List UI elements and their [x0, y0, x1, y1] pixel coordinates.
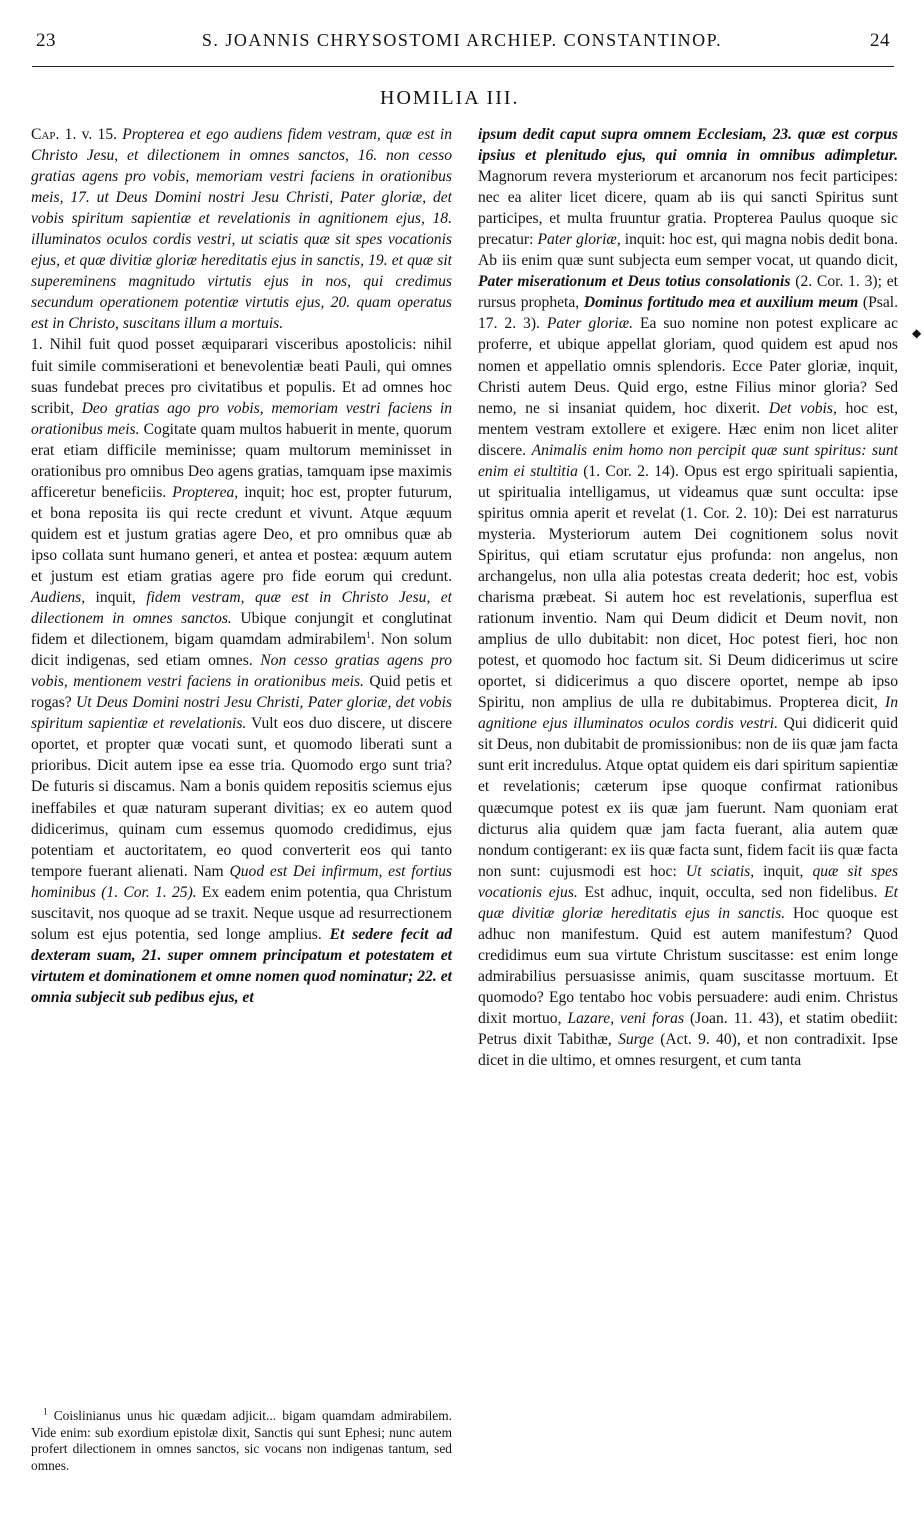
quotation: Propterea, [172, 483, 239, 501]
quotation: Deo gratias ago pro vobis, memoriam vestri faciens in orationibus meis. [31, 399, 452, 438]
section-title: HOMILIA III. [380, 87, 520, 109]
text-run: Est adhuc, inquit, occulta, sed non fidelibus. [584, 883, 878, 901]
quotation: Surge [618, 1031, 654, 1049]
quotation: bigam quamdam admirabilem. Vide enim: sub exordium epistolæ dixit, [31, 1408, 452, 1440]
quotation: fidem vestram, quæ est in Christo Jesu, et dilectionem in omnes sanctos. [31, 589, 453, 628]
page-number-right: 24 [870, 30, 890, 51]
page-number-left: 23 [36, 30, 56, 51]
scripture-reference: (1. Cor. 2. 10): [680, 504, 778, 522]
text-run: Ex eadem enim potentia, qua Christum suscitavit, nos quoque ad se traxit. Neque usque ad resurrectionem solum est ejus potentia, sed longe amplius. [31, 883, 452, 943]
margin-mark-icon: ◆ [912, 326, 922, 340]
scripture-reference: (Joan. 11. 43), [689, 1009, 784, 1027]
quotation: Dominus fortitudo mea et auxilium meum [583, 294, 859, 312]
text-run: Cogitate quam multos habuerit in mente, quorum erat etiam difficile meminisse; quam multorum meminisset in orationibus pro omnibus Deo agens gratias, tamquam ipse maximis afficeretur beneficiis. [31, 420, 452, 501]
text-run: Ubique conjungit et conglutinat fidem et dilectionem, bigam quamdam admirabilem [31, 610, 452, 649]
scripture-reference: (1. Cor. 2. 14). [583, 462, 679, 480]
text-run: 1. Nihil fuit quod posset æquiparari visceribus apostolicis: nihil fuit simile commiserationi et benevolentiæ beati Pauli, qui omnes suas fundebat preces pro civitatibus et populis. Et ad omnes hoc scribit, [31, 336, 452, 417]
cap-label: Cap. [31, 126, 60, 143]
text-run: et statim obediit: Petrus dixit Tabithæ, [478, 1009, 898, 1049]
scripture-reference: (2. Cor. 1. 3); [795, 273, 882, 291]
paragraph-1 [31, 334, 452, 1008]
text-run: Magnorum revera mysteriorum et arcanorum nos fecit participes: nec ea aliter licet dicere, quam ab iis qui sancti Spiritus sunt participes, et multa fruuntur gratia. Propterea Paulus quoque sic precatur: [478, 168, 898, 249]
text-run: Quid petis et rogas? [31, 673, 452, 712]
footnote-marker: 1 [366, 629, 371, 640]
paragraph-continued [478, 124, 898, 1071]
quotation: Ut Deus Domini nostri Jesu Christi, Pater gloriæ, det vobis spiritum sapientiæ et revelationis. [31, 694, 452, 733]
text-run: et non contradixit. Ipse dicet in die ultimo, et omnes resurgent, et cum tanta [478, 1031, 898, 1070]
text-run: Opus est ergo spirituali sapientia, ut spiritualia intelligamus, ut videamus quæ sunt occulta: ipse spiritus omnia aperit et revelat [478, 462, 898, 522]
footnote-text [31, 1408, 452, 1474]
quotation: ipsum dedit caput supra omnem Ecclesiam, 23. quæ est corpus ipsius et plenitudo ejus, qui omnia in omnibus adimpletur. [478, 126, 898, 165]
text-run: Qui didicerit quid sit Deus, non dubitabit de promissionibus: non de iis quæ jam facta sunt erit incredulus. Atque optat quidem eis dari spiritum sapientiæ et revelationis; cæterum ipse quoque confirmat rationibus quæcumque potest ex iis quæ jam fuerunt. Nam quoniam erat dicturus alia quidem quæ jam facta fuerant, alia autem quæ nondum contigerant: ex iis quæ facta sunt, fidem facit iis quæ facta non sunt: cujusmodi est hoc: [478, 715, 899, 880]
quotation: Pater miserationum et Deus totius consolationis [478, 273, 791, 291]
text-run: Vult eos duo discere, ut discere oportet, et propter quæ vocati sunt, et quomodo liberati sunt a prioribus. Dicit autem ipse ea esse tria. Quomodo ergo sunt tria? De futuris si discamus. Nam a bonis quidem repositis sciemus ejus ineffabiles et quæ naturam superant divitias; ex eo autem quod didicerimus, quinam cum essemus quomodo credidimus, ejus potentiam et auctoritatem, eo quod converterit eos qui tanto tempore fuerant alienati. Nam [31, 715, 452, 880]
quotation: quæ sit spes vocationis ejus. [478, 862, 899, 901]
right-column [478, 124, 898, 1071]
running-title: S. JOANNIS CHRYSOSTOMI ARCHIEP. CONSTANTINOP. [201, 30, 723, 50]
text-run: inquit: hoc est, qui magna nobis dedit bona. Ab iis enim quæ sunt subjecta eum semper vocat, ut quando dicit, [478, 231, 898, 270]
quotation: Ut sciatis, [685, 862, 755, 880]
text-run: Sanctis qui sunt Ephesi; [254, 1424, 385, 1440]
running-header [30, 30, 894, 60]
quotation: Pater gloriæ, [537, 231, 621, 249]
quotation: nunc autem profert dilectionem in omnes sanctos, sic vocans non indigenas tantum, sed omnes. [31, 1424, 453, 1473]
chapter-summary [31, 124, 452, 334]
text-run: Hoc quoque est adhuc non manifestum. Quid est autem manifestum? Quod credidimus eum sua virtute Christum suscitasse: est enim longe admirabilius persuasisse animis, quam suscitasse mortuum. Et quomodo? Ego tentabo hoc vobis persuadere: audi enim. Christus dixit mortuo, [478, 904, 898, 1027]
quotation: Audiens, [31, 589, 86, 607]
text-run: et rursus propheta, [478, 273, 898, 312]
text-run: inquit; hoc est, propter futurum, et bona reposita iis qui recte credunt et vivunt. Atque æquum quidem est et justum gratias agere Deo, et pro omnibus quæ ab ipso collata sunt humano generi, et antea et postea: æquum autem et justum est etiam gratias agere pro fide eorum qui credunt. [31, 483, 453, 585]
footnote [31, 1408, 452, 1474]
text-run: inquit, [95, 589, 136, 607]
quotation: Pater gloriæ. [546, 315, 634, 333]
text-run: hoc est, mentem vestram extollere et exigere. Hæc enim non licet aliter discere. [478, 399, 898, 459]
quotation: Animalis enim homo non percipit quæ sunt spiritus: sunt enim ei stultitia [478, 441, 898, 480]
text-run: inquit, [763, 862, 804, 880]
quotation: In agnitione ejus illuminatos oculos cordis vestri. [478, 694, 898, 733]
cap-reference: 1. v. 15. [64, 126, 118, 143]
scripture-reference: (Act. 9. 40), [660, 1031, 741, 1049]
summary-text: Propterea et ego audiens fidem vestram, quæ est in Christo Jesu, et dilectionem in omnes sanctos, 16. non cesso gratias agens pro vobis, memoriam vestri faciens in orationibus meis, 17. ut Deus Domini nostri Jesu Christi, Pater gloriæ, det vobis spiritum sapientiæ et revelationis in agnitionem ejus, 18. illuminatos oculos cordis vestri, ut sciatis quæ sit spes vocationis ejus, et quæ divitiæ gloriæ hereditatis ejus in sanctis, 19. et quæ sit supereminens magnitudo virtutis ejus in nos, qui credimus secundum operationem potentiæ virtutis ejus, 20. quam operatus est in Christo, suscitans illum a mortuis. [31, 126, 452, 333]
quotation: Non cesso gratias agens pro vobis, mentionem vestri faciens in orationibus meis. [31, 652, 452, 691]
text-run: Ea suo nomine non potest explicare ac proferre, et ubique appellat gloriam, quod quidem est apud nos nomen et appellatio omnis splendoris. Ecce Pater gloriæ, inquit, Christi autem Deus. Quid ergo, estne Filius minor gloria? Sed nemo, ne si insaniat quidem, hoc dixerit. [478, 315, 898, 417]
quotation: Det vobis, [768, 399, 837, 417]
text-run: . Non solum dicit indigenas, sed etiam omnes. [31, 631, 453, 670]
text-run: Dei est narraturus mysteria. Mysteriorum autem Dei cognitionem solus novit Spiritus, qui etiam scrutatur ejus profunda: non angelus, non archangelus, non ulla alia potestas creata dederit; hoc est, vobis charisma præbeat. Si autem hoc est revelationis, superflua est rationum inventio. Nam qui Deum didicit et Deum novit, non amplius de ullo dubitabit: non dicet, Hoc potest fieri, hoc non potest, et quomodo hoc factum sit. Si Deum didicerimus ut scire oportet, si didicerimus a quo discere oportet, nempe ab ipso Spiritu, non amplius de ulla re dubitabimus. Propterea dicit, [478, 504, 898, 712]
scripture-reference: (Psal. 17. 2. 3). [478, 294, 898, 333]
quotation: Et sedere fecit ad dexteram suam, 21. super omnem principatum et potestatem et virtutem et dominationem et omne nomen quod nominatur; 22. et omnia subjecit sub pedibus ejus, et [31, 925, 452, 1006]
quotation: Quod est Dei infirmum, est fortius hominibus [31, 862, 452, 901]
text-run: Coislinianus unus hic quædam adjicit... [53, 1408, 277, 1423]
scripture-reference: (1. Cor. 1. 25). [101, 883, 197, 901]
left-column [31, 124, 452, 1008]
quotation: Lazare, veni foras [567, 1009, 685, 1027]
header-rule [32, 66, 894, 67]
footnote-number: 1 [43, 1406, 48, 1417]
quotation: Et quæ divitiæ gloriæ hereditatis ejus in sanctis. [478, 883, 898, 922]
